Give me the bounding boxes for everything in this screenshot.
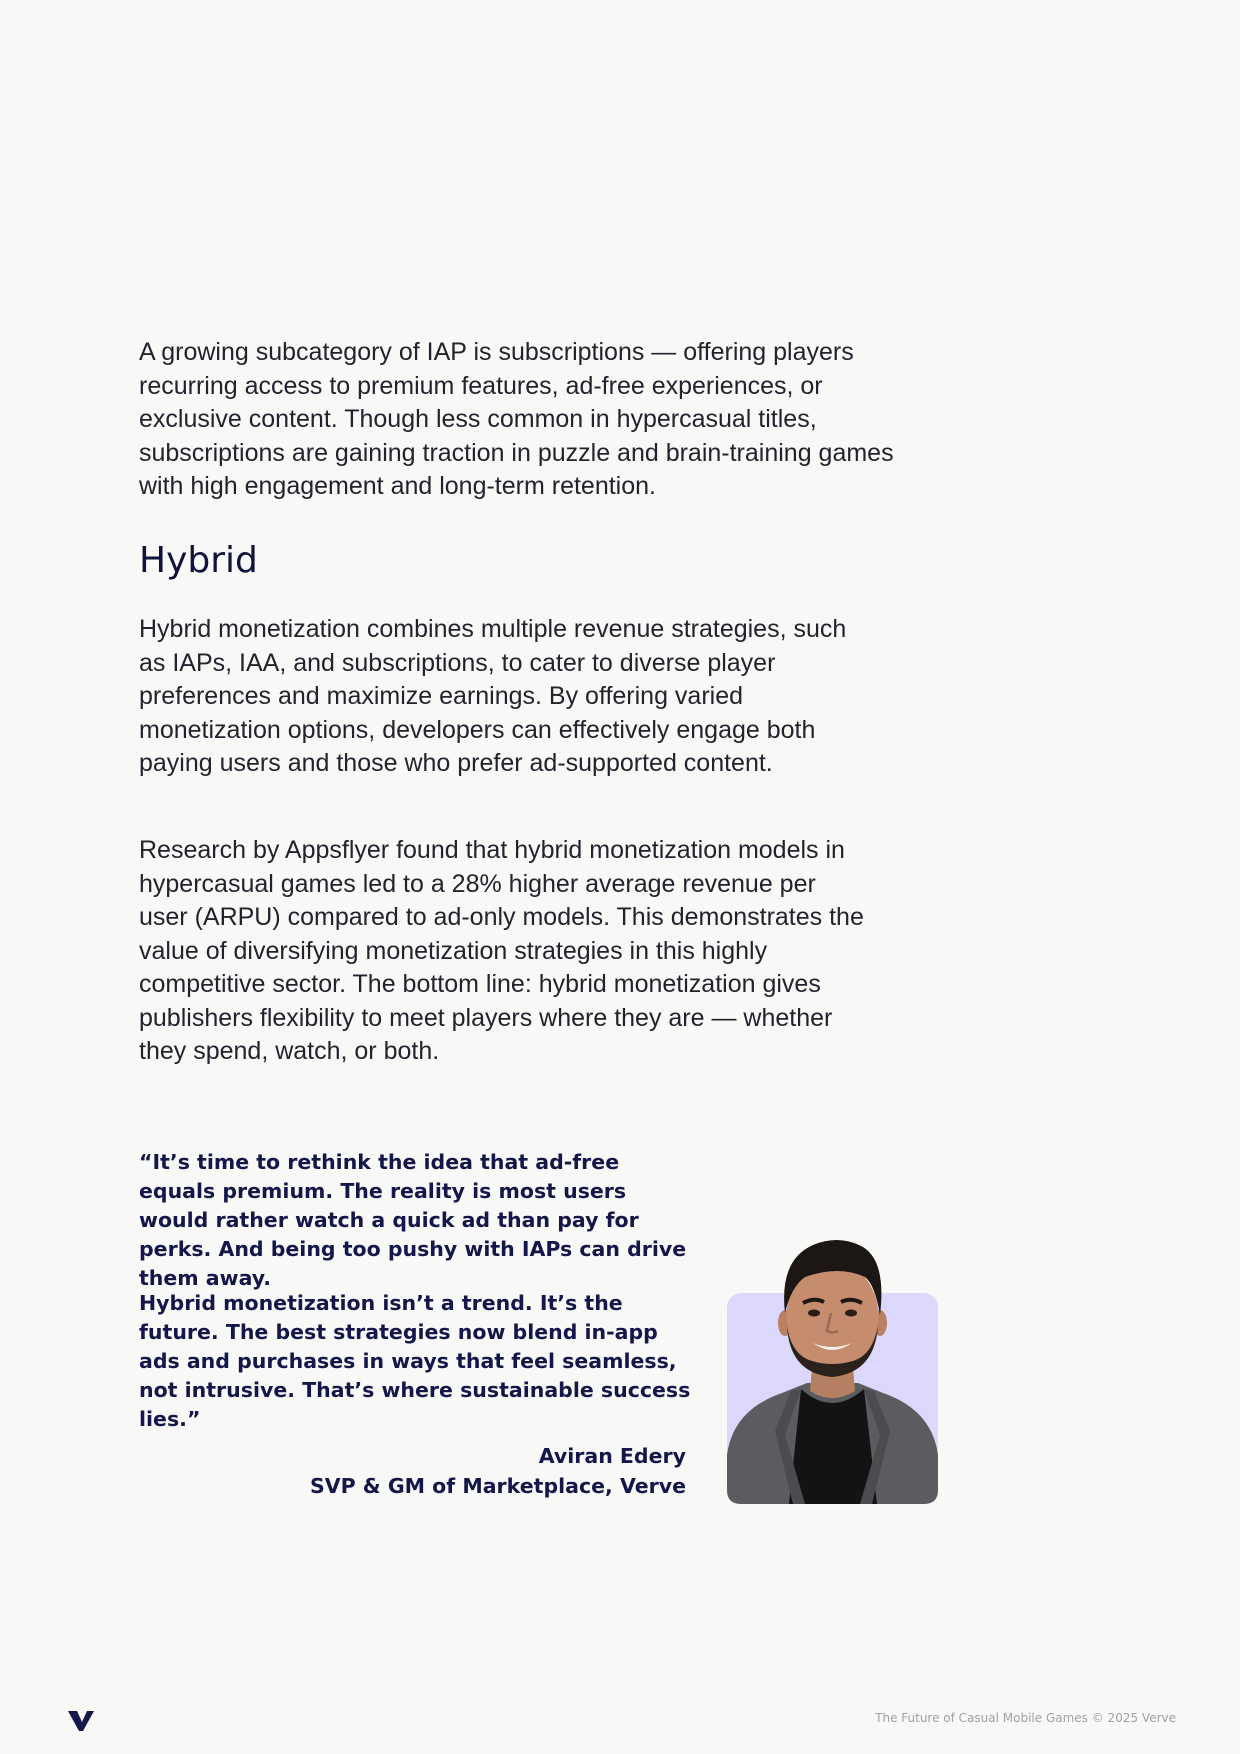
quote-paragraph: Hybrid monetization isn’t a trend. It’s the future. The best strategies now blend in-app ads and purchases in ways that feel seamless, not intrusive. That’s where sustainable success lies.”: [139, 1291, 691, 1431]
verve-logo-icon: [68, 1710, 94, 1732]
intro-paragraph: A growing subcategory of IAP is subscriptions — offering players recurring access to premium features, ad-free experiences, or exclusive content. Though less common in hypercasual titles, subscriptions are gaining traction in puzzle and brain-training games with high engagement and long-term retention.: [139, 338, 894, 500]
section-heading-hybrid: Hybrid: [139, 540, 258, 581]
hybrid-paragraph: Research by Appsflyer found that hybrid monetization models in hypercasual games led to a 28% higher average revenue per user (ARPU) compared to ad-only models. This demonstrates the value of diversifying monetization strategies in this highly competitive sector. The bottom line: hybrid monetization gives publishers flexibility to meet players where they are — whether they spend, watch, or both.: [139, 836, 864, 1065]
footer-text: The Future of Casual Mobile Games © 2025 Verve: [875, 1711, 1176, 1725]
quote-paragraph: “It’s time to rethink the idea that ad-free equals premium. The reality is most users would rather watch a quick ad than pay for perks. And being too pushy with IAPs can drive them away.: [139, 1150, 687, 1290]
quote-attribution: [310, 1441, 686, 1501]
author-portrait: [727, 1205, 938, 1504]
author-name: Aviran Edery: [538, 1444, 686, 1468]
author-title: SVP & GM of Marketplace, Verve: [310, 1474, 686, 1498]
hybrid-paragraph: Hybrid monetization combines multiple revenue strategies, such as IAPs, IAA, and subscriptions, to cater to diverse player preferences and maximize earnings. By offering varied monetization options, developers can effectively engage both paying users and those who prefer ad-supported content.: [139, 615, 847, 777]
